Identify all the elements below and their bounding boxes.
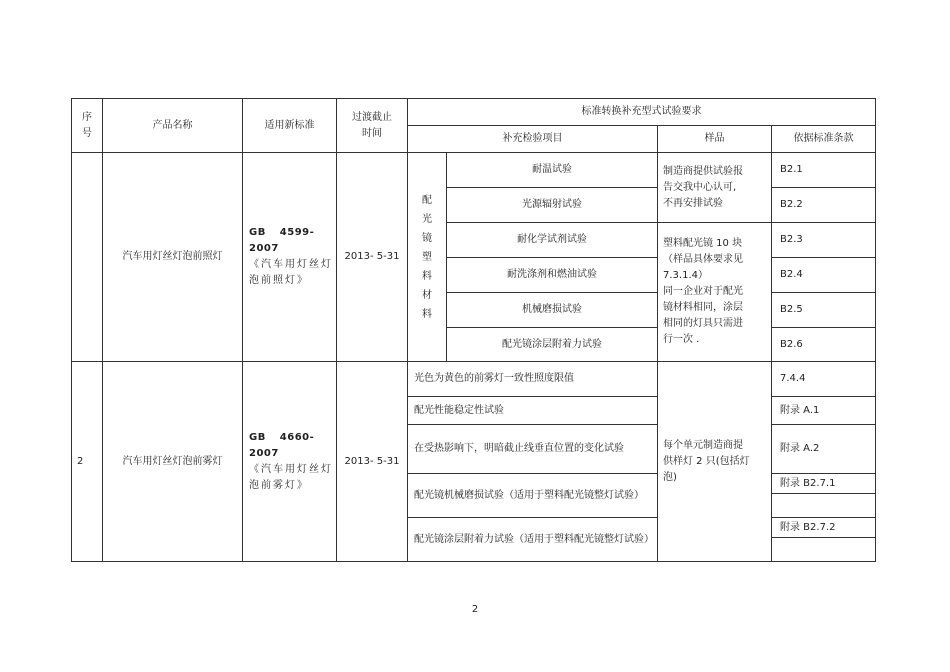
row2-clause-spacer	[771, 537, 876, 562]
row1-seq	[71, 152, 103, 362]
row1-test-item: 耐洗涤剂和燃油试验	[446, 257, 658, 293]
header-clause: 依据标准条款	[771, 125, 876, 153]
row2-standard-code: GB 4660-2007	[249, 431, 315, 459]
header-samples: 样品	[657, 125, 772, 153]
row2-test-item: 配光镜涂层附着力试验（适用于塑料配光镜整灯试验）	[407, 517, 658, 562]
row2-clause: 附录 B2.7.2	[771, 517, 876, 538]
row2-test-item: 光色为黄色的前雾灯一致性照度限值	[407, 361, 658, 397]
row1-standard-code: GB 4599-2007	[249, 227, 315, 254]
header-standard: 适用新标准	[242, 98, 337, 153]
row1-group-char: 料	[422, 308, 432, 320]
row1-clause: B2.4	[771, 257, 876, 293]
row2-product: 汽车用灯丝灯泡前雾灯	[102, 361, 243, 562]
row1-group-label	[407, 152, 447, 362]
row2-standard	[242, 361, 337, 562]
row2-deadline: 2013- 5-31	[336, 361, 408, 562]
row2-clause: 7.4.4	[771, 361, 876, 397]
header-deadline: 过渡截止 时间	[336, 98, 408, 153]
row2-sample-note: 每个单元制造商提 供样灯 2 只(包括灯 泡)	[657, 361, 772, 562]
row1-clause: B2.6	[771, 327, 876, 362]
row1-standard-name: 《汽车用灯丝灯泡前照灯》	[249, 259, 333, 286]
row2-seq: 2	[71, 361, 103, 562]
row1-clause: B2.2	[771, 187, 876, 223]
row1-clause: B2.3	[771, 222, 876, 258]
header-test-items: 补充检验项目	[407, 125, 658, 153]
row2-clause: 附录 B2.7.1	[771, 473, 876, 494]
standards-table	[71, 98, 876, 562]
row2-clause: 附录 A.1	[771, 396, 876, 425]
row1-test-item: 耐化学试剂试验	[446, 222, 658, 258]
row1-group-char: 料	[422, 270, 432, 282]
row1-group-char: 镜	[422, 232, 432, 244]
page-number: 2	[471, 604, 479, 615]
row1-deadline: 2013- 5-31	[336, 152, 408, 362]
header-requirements: 标准转换补充型式试验要求	[407, 98, 876, 126]
row1-clause: B2.5	[771, 292, 876, 328]
header-seq: 序 号	[71, 98, 103, 153]
row2-clause: 附录 A.2	[771, 424, 876, 474]
row1-standard	[242, 152, 337, 362]
row1-clause: B2.1	[771, 152, 876, 188]
header-product: 产品名称	[102, 98, 243, 153]
row1-product: 汽车用灯丝灯泡前照灯	[102, 152, 243, 362]
row2-test-item: 在受热影响下，明暗截止线垂直位置的变化试验	[407, 424, 658, 474]
row1-test-item: 光源辐射试验	[446, 187, 658, 223]
row2-standard-name: 《汽车用灯丝灯泡前雾灯》	[249, 463, 333, 491]
row2-test-item: 配光镜机械磨损试验（适用于塑料配光镜整灯试验）	[407, 473, 658, 518]
row1-sample-note-lens: 塑料配光镜 10 块 （样品具体要求见 7.3.1.4） 同一企业对于配光 镜材料相同，涂层 相同的灯具只需进 行一次 .	[657, 222, 772, 362]
row1-group-char: 塑	[422, 251, 432, 263]
row1-test-item: 机械磨损试验	[446, 292, 658, 328]
row2-test-item: 配光性能稳定性试验	[407, 396, 658, 425]
row2-clause-spacer	[771, 493, 876, 518]
row1-group-char: 材	[422, 289, 432, 301]
row1-group-char: 光	[422, 213, 432, 225]
row1-test-item: 配光镜涂层附着力试验	[446, 327, 658, 362]
row1-group-char: 配	[422, 194, 432, 206]
row1-test-item: 耐温试验	[446, 152, 658, 188]
row1-sample-note-report: 制造商提供试验报 告交我中心认可, 不再安排试验	[657, 152, 772, 223]
